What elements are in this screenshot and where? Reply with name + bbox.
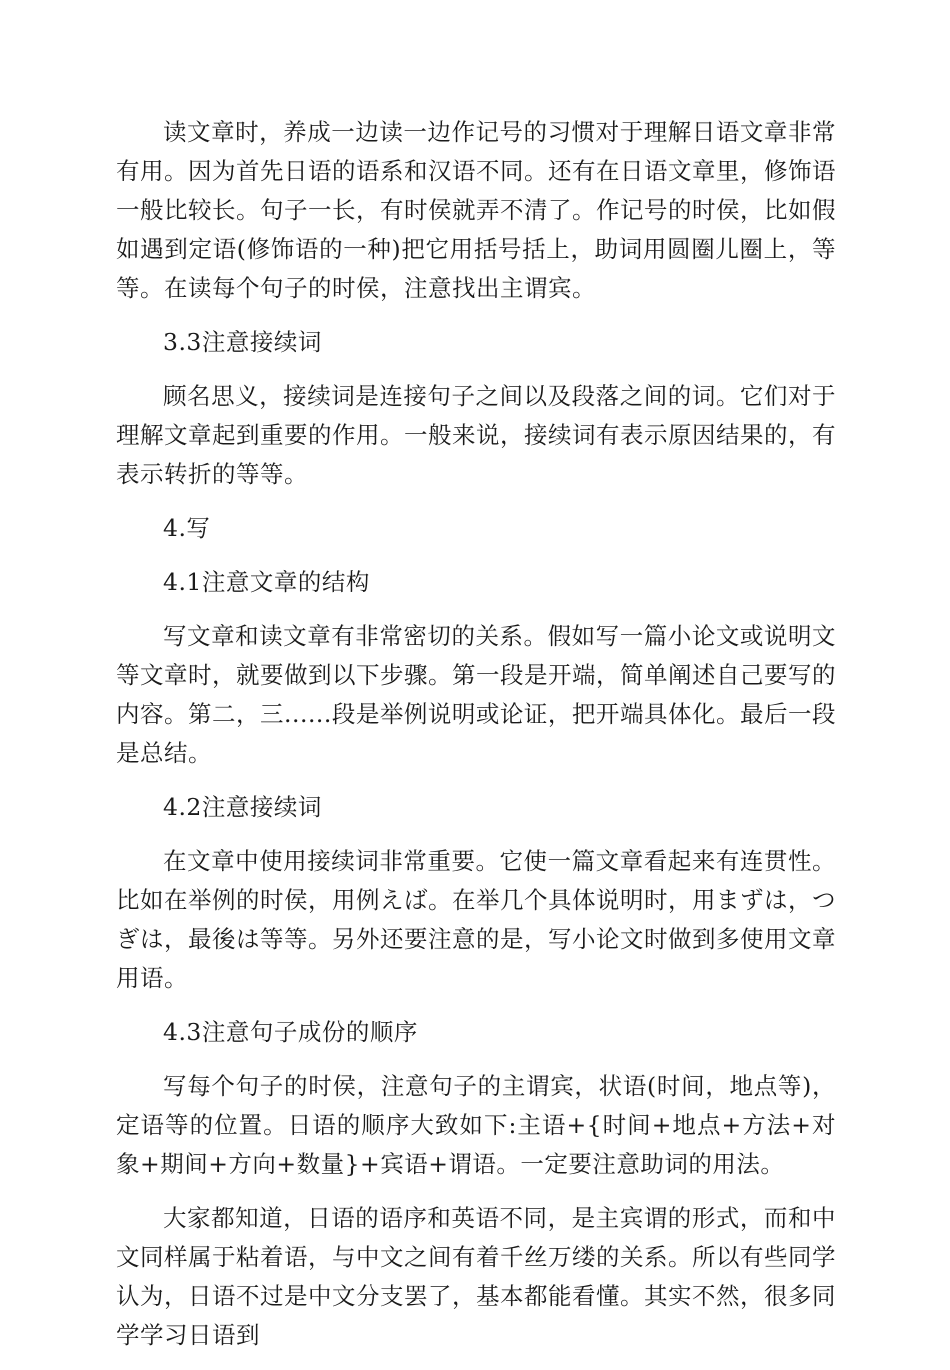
section-heading-3-3: 3.3注意接续词 xyxy=(163,328,322,356)
document-body xyxy=(116,113,836,1370)
paragraph-conjunctions-intro: 顾名思义，接续词是连接句子之间以及段落之间的词。它们对于理解文章起到重要的作用。一般来说，接续词有表示原因结果的，有表示转折的等等。 xyxy=(116,382,836,488)
paragraph-word-order: 大家都知道，日语的语序和英语不同，是主宾谓的形式，而和中文同样属于粘着语，与中文之间有着千丝万缕的关系。所以有些同学认为，日语不过是中文分支罢了，基本都能看懂。其实不然，很多同学学习日语到 xyxy=(116,1204,836,1349)
paragraph-reading-marks: 读文章时，养成一边读一边作记号的习惯对于理解日语文章非常有用。因为首先日语的语系和汉语不同。还有在日语文章里，修饰语一般比较长。句子一长，有时侯就弄不清了。作记号的时侯，比如假如遇到定语(修饰语的一种)把它用括号括上，助词用圆圈儿圈上，等等。在读每个句子的时侯，注意找出主谓宾。 xyxy=(116,118,836,302)
section-heading-4-3: 4.3注意句子成份的顺序 xyxy=(163,1018,418,1046)
section-heading-4: 4.写 xyxy=(163,514,211,542)
section-heading-4-1: 4.1注意文章的结构 xyxy=(163,568,370,596)
paragraph-using-conjunctions: 在文章中使用接续词非常重要。它使一篇文章看起来有连贯性。比如在举例的时侯，用例えば。在举几个具体说明时，用まずは，つぎは，最後は等等。另外还要注意的是，写小论文时做到多使用文章用语。 xyxy=(116,847,836,992)
section-heading-4-2: 4.2注意接续词 xyxy=(163,793,322,821)
paragraph-article-structure: 写文章和读文章有非常密切的关系。假如写一篇小论文或说明文等文章时，就要做到以下步骤。第一段是开端，简单阐述自己要写的内容。第二，三......段是举例说明或论证，把开端具体化。最后一段是总结。 xyxy=(116,622,836,767)
paragraph-sentence-order: 写每个句子的时侯，注意句子的主谓宾，状语(时间，地点等)，定语等的位置。日语的顺序大致如下:主语+{时间+地点+方法+对象+期间+方向+数量}+宾语+谓语。一定要注意助词的用法。 xyxy=(116,1072,836,1178)
